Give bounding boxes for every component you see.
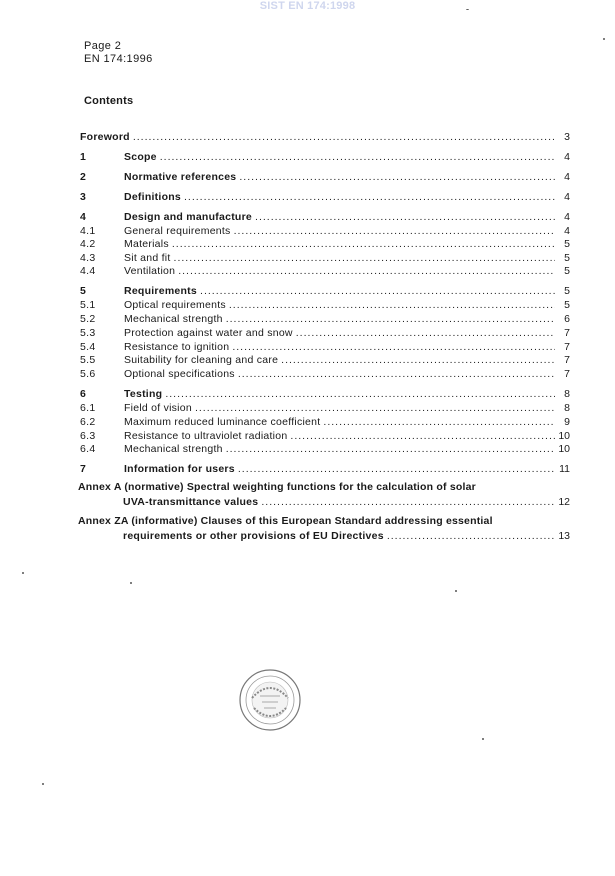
dot-leader	[172, 238, 555, 250]
dot-leader	[234, 225, 555, 237]
section-title: Materials	[124, 238, 169, 250]
section-number: 6.1	[80, 402, 96, 414]
page-ref: 7	[564, 341, 570, 353]
page-ref: 5	[564, 252, 570, 264]
section-title: Ventilation	[124, 265, 176, 277]
toc-entry	[80, 353, 570, 366]
scan-speck	[466, 9, 469, 10]
toc-entry	[80, 170, 570, 183]
section-number: 5.2	[80, 313, 96, 325]
section-number: 3	[80, 191, 87, 203]
dot-leader	[238, 463, 555, 475]
section-number: 4.1	[80, 225, 96, 237]
scan-speck	[22, 572, 24, 574]
section-title: Optional specifications	[124, 368, 235, 380]
scan-speck	[603, 38, 605, 40]
annex-line	[78, 495, 570, 510]
section-title: Information for users	[124, 463, 235, 475]
section-title: Foreword	[80, 131, 130, 143]
dot-leader	[160, 151, 555, 163]
toc-entry	[80, 298, 570, 311]
section-title: Mechanical strength	[124, 443, 223, 455]
toc-entry	[80, 401, 570, 414]
scan-speck	[130, 582, 132, 584]
page-ref: 13	[558, 530, 570, 542]
toc-entry	[80, 340, 570, 353]
toc-entry	[80, 224, 570, 237]
dot-leader	[261, 498, 555, 510]
page-ref: 12	[558, 496, 570, 508]
section-title: Suitability for cleaning and care	[124, 354, 279, 366]
dot-leader	[226, 313, 555, 325]
section-title: Protection against water and snow	[124, 327, 293, 339]
toc-entry	[80, 367, 570, 380]
dot-leader	[255, 211, 555, 223]
page-ref: 11	[559, 463, 570, 475]
page-ref: 7	[564, 327, 570, 339]
section-number: 5.4	[80, 341, 96, 353]
section-title: Normative references	[124, 171, 237, 183]
toc-entry	[80, 251, 570, 264]
section-title: Scope	[124, 151, 157, 163]
section-title: Field of vision	[124, 402, 192, 414]
section-title: Maximum reduced luminance coefficient	[124, 416, 321, 428]
page-ref: 3	[564, 131, 570, 143]
dot-leader	[238, 368, 555, 380]
dot-leader	[387, 532, 555, 544]
section-number: 5.6	[80, 368, 96, 380]
toc-entry	[80, 150, 570, 163]
dot-leader	[226, 443, 555, 455]
section-title: General requirements	[124, 225, 231, 237]
section-number: 2	[80, 171, 87, 183]
dot-leader	[133, 131, 555, 143]
section-title: Resistance to ultraviolet radiation	[124, 430, 288, 442]
dot-leader	[195, 402, 555, 414]
toc-entry	[80, 442, 570, 455]
section-number: 5	[80, 285, 87, 297]
page-ref: 4	[564, 191, 570, 203]
section-title: Optical requirements	[124, 299, 226, 311]
section-number: 6.2	[80, 416, 96, 428]
dot-leader	[178, 265, 555, 277]
dot-leader	[296, 327, 555, 339]
toc-entry	[80, 190, 570, 203]
page-ref: 8	[564, 388, 570, 400]
toc-entry	[80, 462, 570, 475]
section-number: 1	[80, 151, 87, 163]
section-title: Definitions	[124, 191, 181, 203]
annex-heading: Annex A (normative) Spectral weighting functions for the calculation of solar	[78, 481, 476, 493]
toc-entry	[80, 130, 570, 143]
section-number: 5.3	[80, 327, 96, 339]
dot-leader	[323, 416, 555, 428]
toc-entry	[80, 237, 570, 250]
dot-leader	[229, 299, 555, 311]
section-title: Mechanical strength	[124, 313, 223, 325]
contents-title: Contents	[84, 95, 134, 107]
section-number: 4.4	[80, 265, 96, 277]
dot-leader	[281, 354, 555, 366]
page-ref: 4	[564, 151, 570, 163]
section-number: 6	[80, 388, 87, 400]
section-number: 4	[80, 211, 87, 223]
annex-subtitle: UVA-transmittance values	[123, 496, 259, 508]
page-ref: 6	[564, 313, 570, 325]
toc-entry	[80, 284, 570, 297]
page-ref: 5	[564, 265, 570, 277]
page-ref: 5	[564, 299, 570, 311]
standard-id: EN 174:1996	[84, 53, 153, 65]
dot-leader	[174, 252, 555, 264]
dot-leader	[290, 430, 555, 442]
dot-leader	[165, 388, 555, 400]
section-title: Design and manufacture	[124, 211, 253, 223]
annex-entry	[78, 480, 570, 510]
dot-leader	[239, 171, 555, 183]
annex-heading: Annex ZA (informative) Clauses of this European Standard addressing essential	[78, 515, 493, 527]
toc-entry	[80, 312, 570, 325]
section-number: 5.1	[80, 299, 96, 311]
dot-leader	[184, 191, 555, 203]
page-ref: 10	[558, 430, 570, 442]
toc-entry	[80, 326, 570, 339]
section-title: Sit and fit	[124, 252, 171, 264]
annex-line	[78, 529, 570, 544]
annex-subtitle: requirements or other provisions of EU Directives	[123, 530, 384, 542]
page-ref: 7	[564, 368, 570, 380]
page-ref: 9	[564, 416, 570, 428]
page-ref: 5	[564, 285, 570, 297]
annex-entry	[78, 514, 570, 544]
section-number: 4.2	[80, 238, 96, 250]
section-title: Requirements	[124, 285, 198, 297]
toc-entry	[80, 387, 570, 400]
section-number: 6.3	[80, 430, 96, 442]
scan-speck	[455, 590, 457, 592]
toc-entry	[80, 415, 570, 428]
page-ref: 10	[558, 443, 570, 455]
scan-speck	[42, 783, 44, 785]
page-ref: 5	[564, 238, 570, 250]
page-ref: 8	[564, 402, 570, 414]
toc-entry	[80, 264, 570, 277]
section-number: 7	[80, 463, 87, 475]
section-number: 6.4	[80, 443, 96, 455]
page-ref: 4	[564, 225, 570, 237]
scan-speck	[482, 738, 484, 740]
section-title: Testing	[124, 388, 163, 400]
dot-leader	[232, 341, 555, 353]
watermark: SIST EN 174:1998	[259, 0, 356, 12]
toc-entry	[80, 210, 570, 223]
section-number: 5.5	[80, 354, 96, 366]
page-ref: 4	[564, 211, 570, 223]
page-number: Page 2	[84, 40, 122, 52]
page-ref: 4	[564, 171, 570, 183]
section-number: 4.3	[80, 252, 96, 264]
toc-entry	[80, 429, 570, 442]
page-ref: 7	[564, 354, 570, 366]
section-title: Resistance to ignition	[124, 341, 230, 353]
seal-stamp	[238, 668, 302, 732]
dot-leader	[200, 285, 555, 297]
